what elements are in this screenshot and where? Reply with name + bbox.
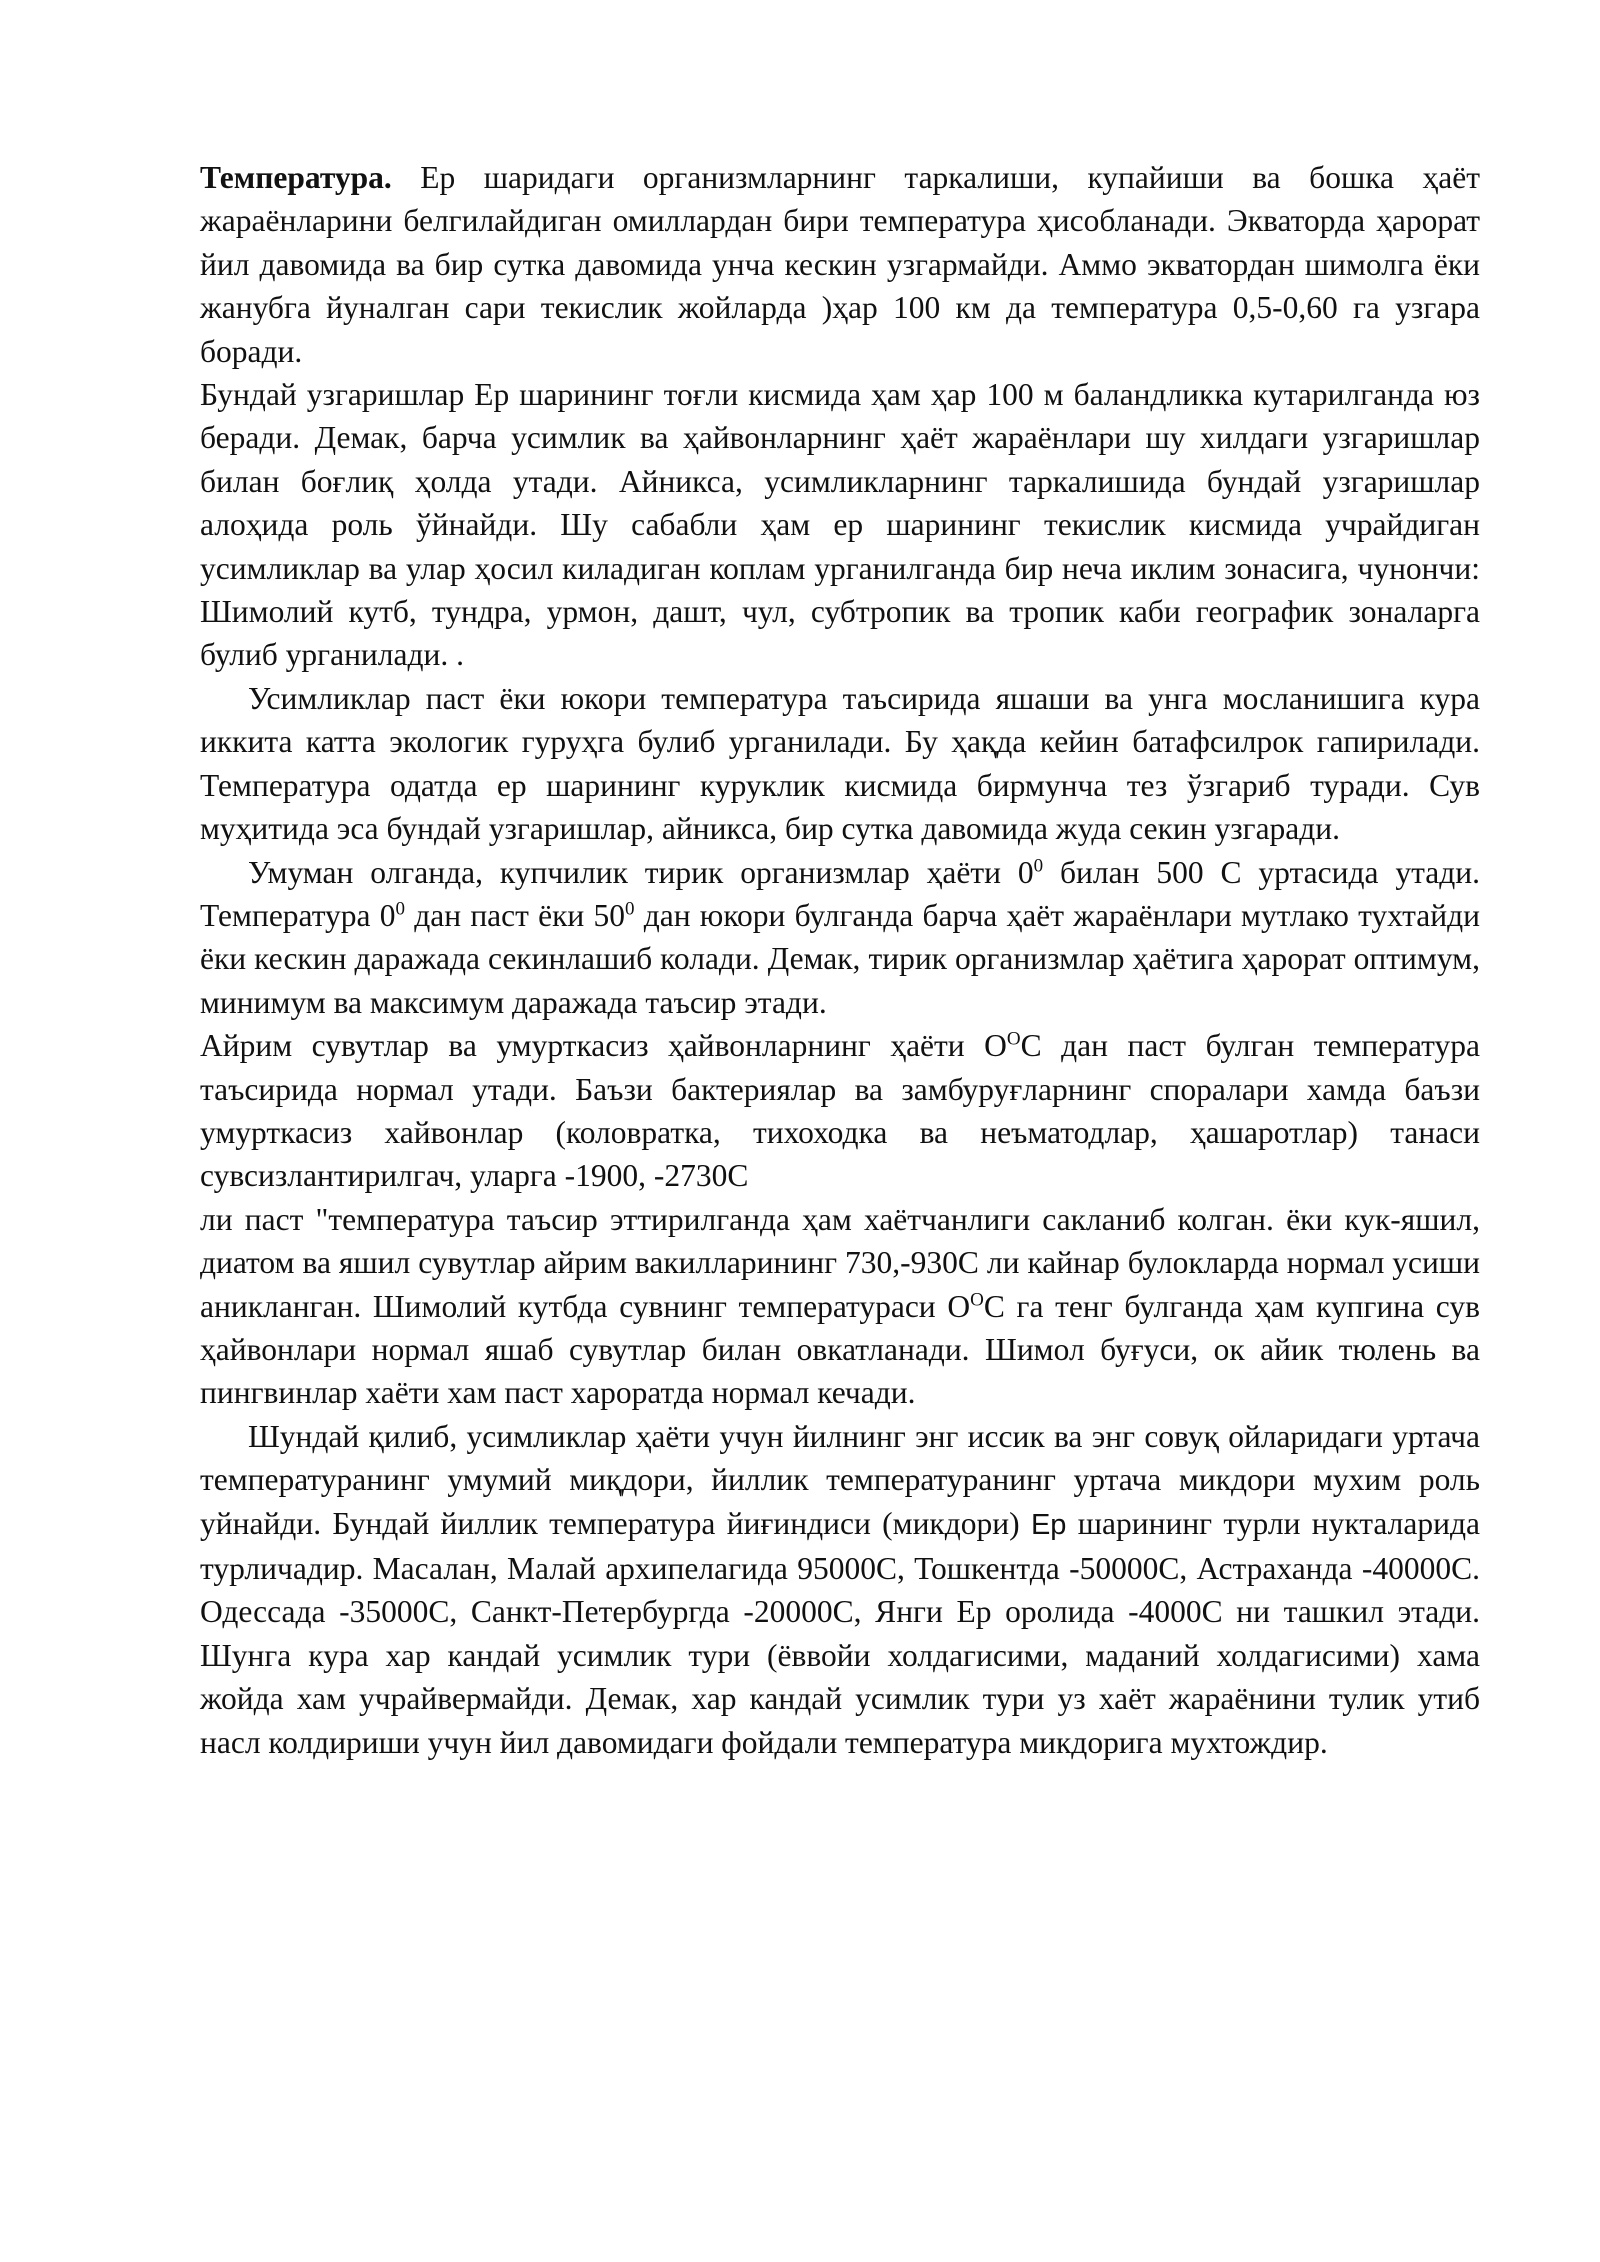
superscript-degree: О <box>970 1289 984 1311</box>
paragraph-5 <box>200 1024 1480 1198</box>
superscript-degree: О <box>1006 1028 1021 1050</box>
paragraph-2: Бундай узгаришлар Ер шарининг тоғли кисмида ҳам ҳар 100 м баландликка кутарилганда юз беради. Демак, барча усимлик ва ҳайвонларнинг ҳаёт жараёнлари шу хилдаги узгаришлар билан боғлиқ ҳолда утади. Айникса, усимликларнинг таркалишида бундай узгаришлар алоҳида роль ўйнайди. Шу сабабли ҳам ер шарининг текислик кисмида учрайдиган усимликлар ва улар ҳосил киладиган коплам урганилганда бир неча иклим зонасига, чунончи: Шимолий кутб, тундра, урмон, дашт, чул, субтропик ва тропик каби географик зоналарга булиб урганилади. . <box>200 377 1480 673</box>
paragraph-4-text-2: билан 500 С уртасида утади. Температура 0 <box>200 854 1481 933</box>
paragraph-6 <box>200 1198 1480 1415</box>
section-heading: Температура. <box>200 160 392 195</box>
superscript-degree: 0 <box>395 898 406 920</box>
paragraph-7-text-2: шарининг турли нукталарида турличадир. Масалан, Малай архипелагида 95000С, Тошкентда -50000С, Астраханда -40000С. Одессада -35000С, Санкт-Петербургда -20000С, Янги Ер оролида -4000С ни ташкил этади. Шунга кура хар кандай усимлик тури (ёввойи холдагисими, маданий холдагисими) хама жойда хам учрайвермайди. Демак, хар кандай усимлик тури уз хаёт жараёнини тулик утиб насл колдириши учун йил давомидаги фойдали температура микдорига мухтождир. <box>200 1505 1481 1760</box>
paragraph-6-text-2: С га тенг булганда ҳам купгина сув ҳайвонлари нормал яшаб сувутлар билан овкатланади. Шимол буғуси, ок айик тюлень ва пингвинлар хаёти хам паст хароратда нормал кечади. <box>200 1288 1480 1411</box>
paragraph-7 <box>200 1415 1480 1764</box>
paragraph-4-text-3: дан паст ёки 50 <box>405 897 625 933</box>
superscript-degree: 0 <box>1033 855 1044 876</box>
paragraph-7-text-1: Шундай қилиб, усимликлар ҳаёти учун йилнинг энг иссик ва энг совуқ ойларидаги уртача температуранинг умумий миқдори, йиллик температуранинг уртача микдори мухим роль уйнайди. Бундай йиллик температура йиғиндиси (микдори) <box>200 1418 1480 1541</box>
paragraph-1-text: Ер шаридаги организмларнинг таркалиши, купайиши ва бошка ҳаёт жараёнларини белгилайдиган омиллардан бири температура ҳисобланади. Экваторда ҳарорат йил давомида ва бир сутка давомида унча кескин узгармайди. Аммо экватордан шимолга ёки жанубга йуналган сари текислик жойларда )ҳар 100 км да температура 0,5-0,60 га узгара боради. <box>200 160 1480 369</box>
paragraph-4 <box>200 851 1480 1025</box>
paragraph-4-text-1: Умуман олганда, купчилик тирик организмлар ҳаёти 0 <box>248 854 1034 890</box>
paragraph-3: Усимликлар паст ёки юкори температура таъсирида яшаши ва унга мосланишига кура иккита катта экологик гуруҳга булиб урганилади. Бу ҳақда кейин батафсилрок гапирилади. Температура одатда ер шарининг куруклик кисмида бирмунча тез ўзгариб туради. Сув муҳитида эса бундай узгаришлар, айникса, бир сутка давомида жуда секин узгаради. <box>200 680 1480 847</box>
document-page <box>200 156 1480 1764</box>
paragraph-4-text-4: дан юкори булганда барча ҳаёт жараёнлари мутлако тухтайди ёки кескин даражада секинлашиб колади. Демак, тирик организмлар ҳаётига ҳарорат оптимум, минимум ва максимум даражада таъсир этади. <box>200 897 1481 1020</box>
superscript-degree: 0 <box>624 898 635 920</box>
paragraph-5-text-1: Айрим сувутлар ва умурткасиз ҳайвонларнинг ҳаёти О <box>200 1028 1007 1064</box>
paragraph-1 <box>200 156 1480 373</box>
paragraph-6-text-1: ли паст "температура таъсир эттирилганда ҳам хаётчанлиги сакланиб колган. ёки кук-яшил, диатом ва яшил сувутлар айрим вакилларининг 730,-930С ли кайнар булокларда нормал усиши аникланган. Шимолий кутбда сувнинг температураси О <box>200 1201 1480 1324</box>
paragraph-7-sans-word: Ер <box>1030 1508 1067 1541</box>
paragraph-5-text-2: С дан паст булган температура таъсирида нормал утади. Баъзи бактериялар ва замбуруғларнинг споралари хамда баъзи умурткасиз хайвонлар (коловратка, тихоходка ва неъматодлар, ҳашаротлар) танаси сувсизлантирилгач, уларга -1900, -2730С <box>200 1028 1480 1194</box>
